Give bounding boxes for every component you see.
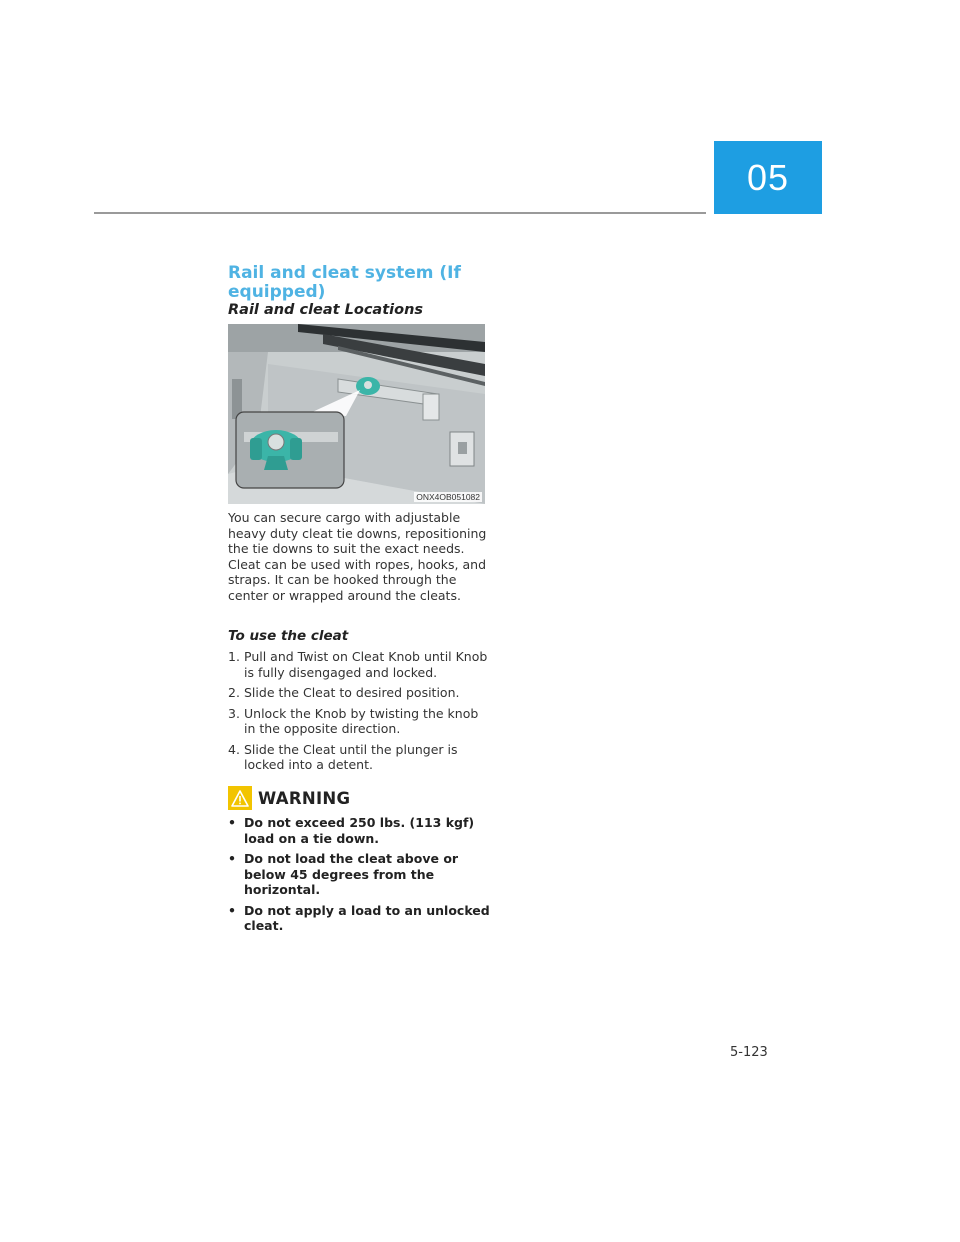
warning-text: Do not exceed 250 lbs. (113 kgf) load on a tie down.	[244, 815, 475, 846]
bullet-icon: •	[228, 902, 236, 918]
step-text: Unlock the Knob by twisting the knob in the opposite direction.	[244, 705, 479, 736]
step-item	[228, 685, 488, 701]
page-number: 5-123	[730, 1045, 768, 1060]
step-number: 2.	[228, 685, 240, 700]
figure-code: ONX4OB051082	[416, 492, 480, 502]
procedure-heading: To use the cleat	[228, 628, 349, 644]
warning-label: WARNING	[258, 788, 351, 808]
warning-list	[228, 815, 490, 939]
step-text: Slide the Cleat to desired position.	[244, 685, 460, 700]
step-item	[228, 742, 488, 773]
intro-paragraph: You can secure cargo with adjustable heavy duty cleat tie downs, repositioning the tie downs to suit the exact needs. Cleat can be used with ropes, hooks, and straps. It can be hooked through the center or wrapped around the cleats.	[228, 510, 487, 603]
step-number: 1.	[228, 649, 240, 664]
warning-text: Do not load the cleat above or below 45 degrees from the horizontal.	[244, 851, 459, 897]
step-text: Slide the Cleat until the plunger is locked into a detent.	[244, 741, 458, 772]
header-rule	[94, 212, 706, 214]
warning-item	[228, 903, 490, 934]
step-number: 3.	[228, 705, 240, 721]
warning-text: Do not apply a load to an unlocked cleat.	[244, 902, 490, 933]
chapter-tab	[714, 141, 822, 214]
step-item	[228, 649, 488, 680]
bullet-icon: •	[228, 815, 236, 830]
chapter-number: 05	[746, 156, 790, 198]
warning-item	[228, 851, 490, 898]
warning-item	[228, 815, 490, 846]
step-number: 4.	[228, 741, 240, 757]
warning-triangle-icon	[228, 786, 252, 810]
bullet-icon: •	[228, 851, 236, 866]
step-text: Pull and Twist on Cleat Knob until Knob is fully disengaged and locked.	[244, 649, 488, 680]
step-item	[228, 706, 488, 737]
section-title: Rail and cleat system (If equipped)	[228, 263, 461, 302]
procedure-steps	[228, 649, 488, 778]
subsection-title: Rail and cleat Locations	[228, 302, 424, 318]
warning-header	[228, 786, 350, 810]
rail-cleat-figure	[228, 324, 485, 504]
truck-bed-illustration	[228, 324, 485, 504]
